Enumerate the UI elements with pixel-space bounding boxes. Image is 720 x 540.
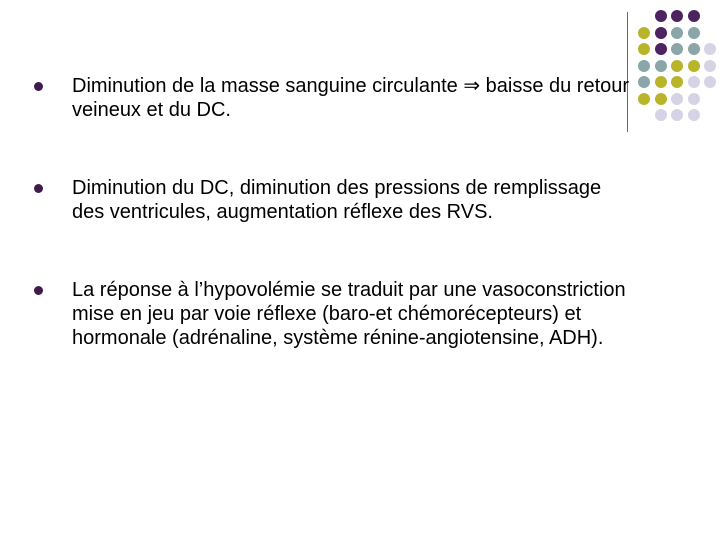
decorative-dot xyxy=(638,93,650,105)
decorative-dot xyxy=(688,109,700,121)
decorative-dot xyxy=(688,60,700,72)
bullet-item-1 xyxy=(34,74,634,122)
decorative-dot xyxy=(688,27,700,39)
decorative-dot xyxy=(671,109,683,121)
decorative-dot xyxy=(671,60,683,72)
bullet-list xyxy=(34,74,634,350)
decorative-dot xyxy=(655,43,667,55)
decorative-dot xyxy=(688,10,700,22)
decorative-dot xyxy=(638,60,650,72)
decorative-dot xyxy=(671,10,683,22)
decorative-dot xyxy=(655,76,667,88)
decorative-dot xyxy=(704,76,716,88)
decorative-dot xyxy=(671,76,683,88)
decorative-dot xyxy=(655,10,667,22)
decorative-dot-grid xyxy=(620,8,720,138)
decorative-dot xyxy=(671,43,683,55)
bullet-dot-icon xyxy=(34,184,43,193)
decorative-dot xyxy=(688,93,700,105)
decorative-dot xyxy=(655,93,667,105)
decorative-dot xyxy=(704,43,716,55)
decorative-dot xyxy=(688,43,700,55)
bullet-dot-icon xyxy=(34,82,43,91)
bullet-text-1: Diminution de la masse sanguine circulante ⇒ baisse du retour veineux et du DC. xyxy=(72,75,630,121)
decorative-dot xyxy=(638,27,650,39)
decorative-dot xyxy=(671,27,683,39)
decorative-dot xyxy=(688,76,700,88)
decorative-dot xyxy=(638,76,650,88)
bullet-item-3 xyxy=(34,278,634,350)
decorative-dot xyxy=(655,60,667,72)
bullet-text-2: Diminution du DC, diminution des pressions de remplissage des ventricules, augmentation réflexe des RVS. xyxy=(72,177,602,223)
bullet-item-2 xyxy=(34,176,634,224)
decorative-dot xyxy=(704,60,716,72)
decorative-dot xyxy=(671,93,683,105)
bullet-dot-icon xyxy=(34,286,43,295)
decorative-dot xyxy=(655,109,667,121)
decorative-dot xyxy=(638,43,650,55)
decorative-dot xyxy=(655,27,667,39)
bullet-text-3: La réponse à l’hypovolémie se traduit par une vasoconstriction mise en jeu par voie réflexe (baro-et chémorécepteurs) et hormonale (adrénaline, système rénine-angiotensine, ADH). xyxy=(72,279,626,349)
